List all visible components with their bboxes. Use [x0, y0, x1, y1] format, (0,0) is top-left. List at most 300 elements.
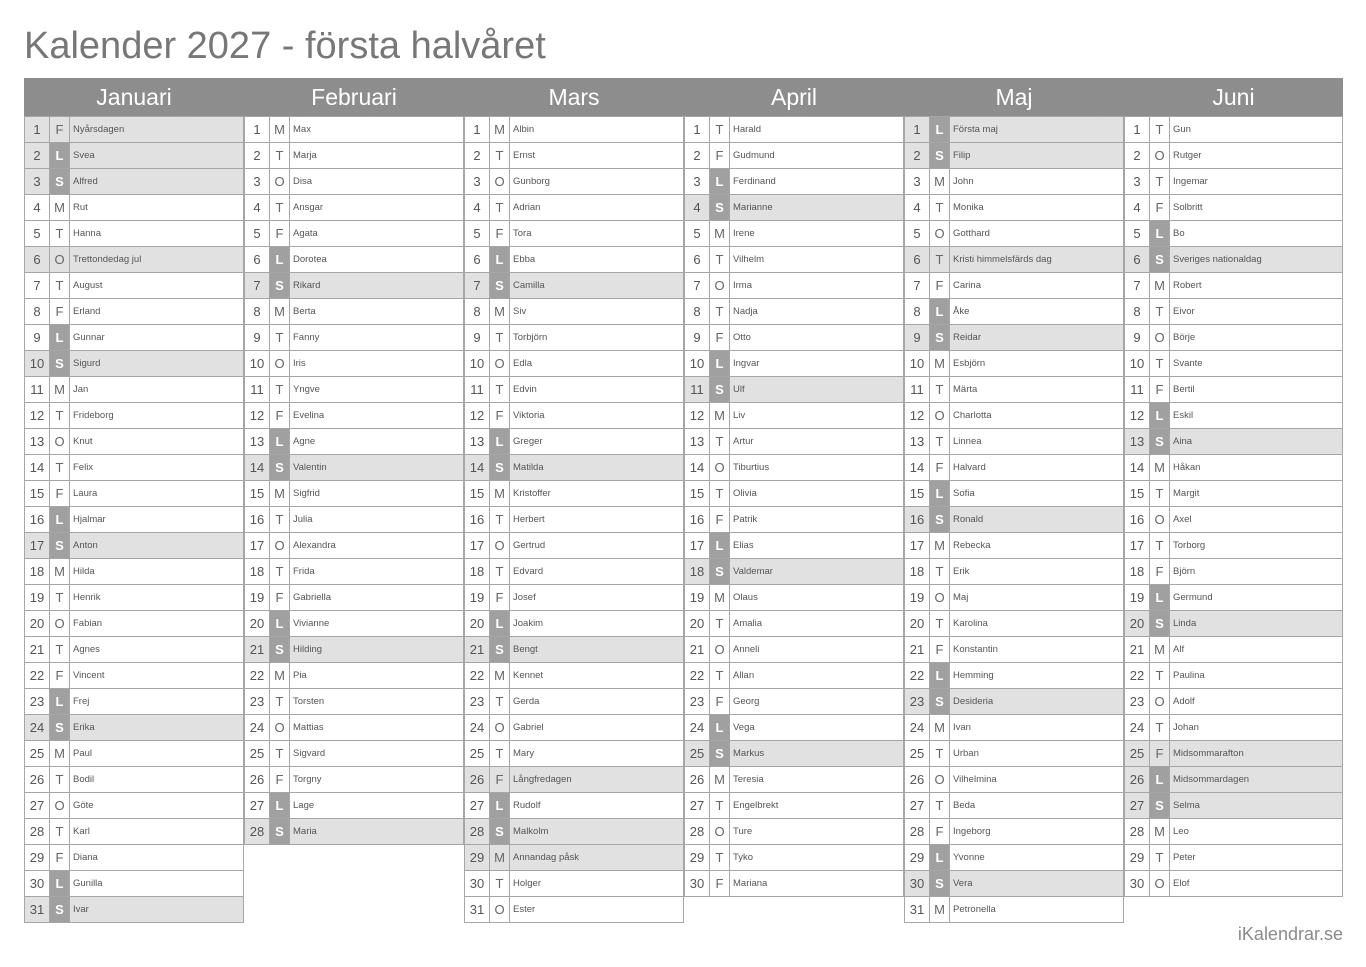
- day-number: 16: [905, 507, 930, 532]
- day-number: 26: [905, 767, 930, 792]
- day-row: [464, 221, 684, 247]
- name-day: Viktoria: [513, 410, 545, 421]
- name-day: Teresia: [733, 774, 764, 785]
- name-day: Märta: [953, 384, 978, 395]
- name-day: Gun: [1173, 124, 1191, 135]
- weekday-letter: T: [270, 689, 290, 714]
- name-day: Marja: [293, 150, 317, 161]
- page-title: Kalender 2027 - första halvåret: [24, 25, 546, 67]
- day-row: [904, 767, 1124, 793]
- weekday-letter: O: [1150, 871, 1170, 896]
- name-day: Midsommarafton: [1173, 748, 1244, 759]
- day-number: 27: [1125, 793, 1150, 818]
- day-row: [904, 351, 1124, 377]
- weekday-letter: L: [1150, 221, 1170, 246]
- weekday-letter: M: [270, 117, 290, 142]
- day-number: 17: [905, 533, 930, 558]
- day-number: 13: [1125, 429, 1150, 454]
- name-day: Ferdinand: [733, 176, 776, 187]
- day-row: [464, 793, 684, 819]
- day-row: [684, 793, 904, 819]
- day-row: [684, 845, 904, 871]
- weekday-letter: O: [710, 637, 730, 662]
- name-day: Frej: [73, 696, 90, 707]
- name-day: Otto: [733, 332, 751, 343]
- name-day: August: [73, 280, 103, 291]
- weekday-letter: M: [1150, 273, 1170, 298]
- day-row: [244, 481, 464, 507]
- weekday-letter: L: [50, 507, 70, 532]
- weekday-letter: F: [490, 221, 510, 246]
- day-row: [1124, 247, 1343, 273]
- day-number: 23: [25, 689, 50, 714]
- weekday-letter: L: [270, 429, 290, 454]
- weekday-letter: M: [1150, 455, 1170, 480]
- day-row: [244, 533, 464, 559]
- name-day: Georg: [733, 696, 760, 707]
- day-number: 21: [465, 637, 490, 662]
- name-day: Rikard: [293, 280, 321, 291]
- name-day: Rudolf: [513, 800, 541, 811]
- day-number: 25: [1125, 741, 1150, 766]
- site-footer-link[interactable]: iKalendrar.se: [1237, 924, 1343, 944]
- day-row: [1124, 819, 1343, 845]
- day-row: [244, 819, 464, 845]
- weekday-letter: F: [710, 871, 730, 896]
- day-row: [244, 715, 464, 741]
- day-row: [244, 143, 464, 169]
- name-day: Artur: [733, 436, 754, 447]
- name-day: Olaus: [733, 592, 758, 603]
- weekday-letter: S: [1150, 611, 1170, 636]
- day-number: 25: [25, 741, 50, 766]
- name-day: Kennet: [513, 670, 544, 681]
- day-number: 17: [465, 533, 490, 558]
- name-day: Anneli: [733, 644, 760, 655]
- day-number: 27: [25, 793, 50, 818]
- day-number: 6: [25, 247, 50, 272]
- day-row: [684, 871, 904, 897]
- name-day: Ester: [513, 904, 536, 915]
- day-row: [684, 481, 904, 507]
- day-row: [24, 767, 244, 793]
- name-day: Fabian: [73, 618, 103, 629]
- day-row: [464, 116, 684, 143]
- name-day: Esbjörn: [953, 358, 986, 369]
- weekday-letter: F: [710, 325, 730, 350]
- day-row: [1124, 533, 1343, 559]
- day-number: 6: [245, 247, 270, 272]
- day-number: 4: [465, 195, 490, 220]
- weekday-letter: T: [930, 247, 950, 272]
- weekday-letter: M: [1150, 819, 1170, 844]
- name-day: Alf: [1173, 644, 1185, 655]
- name-day: Siv: [513, 306, 527, 317]
- name-day: Markus: [733, 748, 765, 759]
- day-number: 29: [905, 845, 930, 870]
- weekday-letter: T: [490, 741, 510, 766]
- day-number: 2: [245, 143, 270, 168]
- day-row: [24, 611, 244, 637]
- weekday-letter: L: [1150, 767, 1170, 792]
- day-row: [1124, 507, 1343, 533]
- day-row: [24, 871, 244, 897]
- day-row: [244, 325, 464, 351]
- day-row: [1124, 715, 1343, 741]
- name-day: Torbjörn: [513, 332, 548, 343]
- weekday-letter: T: [710, 481, 730, 506]
- weekday-letter: O: [50, 611, 70, 636]
- name-day: Eskil: [1173, 410, 1194, 421]
- name-day: Tyko: [733, 852, 754, 863]
- month-column-februari: [244, 116, 464, 845]
- weekday-letter: S: [930, 143, 950, 168]
- weekday-letter: O: [930, 585, 950, 610]
- weekday-letter: F: [1150, 377, 1170, 402]
- day-row: [24, 273, 244, 299]
- day-number: 28: [245, 819, 270, 844]
- name-day: Nadja: [733, 306, 758, 317]
- month-name-april: April: [770, 84, 817, 110]
- name-day: Gunnar: [73, 332, 105, 343]
- name-day: Gabriella: [293, 592, 332, 603]
- day-row: [464, 845, 684, 871]
- name-day: Vilhelm: [733, 254, 764, 265]
- name-day: Sigurd: [73, 358, 101, 369]
- day-row: [24, 559, 244, 585]
- weekday-letter: M: [490, 299, 510, 324]
- weekday-letter: S: [1150, 247, 1170, 272]
- name-day: Mariana: [733, 878, 768, 889]
- day-number: 13: [25, 429, 50, 454]
- day-number: 2: [905, 143, 930, 168]
- weekday-letter: T: [270, 195, 290, 220]
- day-number: 16: [25, 507, 50, 532]
- weekday-letter: M: [270, 299, 290, 324]
- weekday-letter: T: [710, 793, 730, 818]
- name-day: Berta: [293, 306, 316, 317]
- name-day: Torsten: [293, 696, 325, 707]
- day-number: 19: [465, 585, 490, 610]
- name-day: Hilding: [293, 644, 323, 655]
- name-day: Agata: [293, 228, 318, 239]
- day-row: [1124, 221, 1343, 247]
- day-row: [684, 767, 904, 793]
- day-number: 19: [25, 585, 50, 610]
- day-row: [464, 377, 684, 403]
- weekday-letter: T: [50, 403, 70, 428]
- weekday-letter: M: [270, 481, 290, 506]
- day-number: 17: [685, 533, 710, 558]
- weekday-letter: T: [930, 377, 950, 402]
- name-day: Mattias: [293, 722, 324, 733]
- day-number: 8: [25, 299, 50, 324]
- weekday-letter: T: [490, 559, 510, 584]
- name-day: Vivianne: [293, 618, 330, 629]
- day-row: [904, 689, 1124, 715]
- day-number: 28: [905, 819, 930, 844]
- weekday-letter: L: [710, 533, 730, 558]
- weekday-letter: F: [490, 767, 510, 792]
- day-number: 7: [245, 273, 270, 298]
- weekday-letter: S: [710, 377, 730, 402]
- day-number: 17: [25, 533, 50, 558]
- weekday-letter: T: [1150, 169, 1170, 194]
- day-number: 21: [1125, 637, 1150, 662]
- day-number: 20: [905, 611, 930, 636]
- day-number: 5: [465, 221, 490, 246]
- day-row: [1124, 637, 1343, 663]
- weekday-letter: F: [930, 455, 950, 480]
- name-day: Ivar: [73, 904, 89, 915]
- day-number: 22: [905, 663, 930, 688]
- day-number: 14: [1125, 455, 1150, 480]
- day-number: 26: [245, 767, 270, 792]
- weekday-letter: L: [930, 845, 950, 870]
- name-day: Marianne: [733, 202, 773, 213]
- day-number: 15: [245, 481, 270, 506]
- day-row: [684, 741, 904, 767]
- weekday-letter: F: [490, 403, 510, 428]
- name-day: Alexandra: [293, 540, 336, 551]
- day-row: [684, 637, 904, 663]
- day-row: [464, 585, 684, 611]
- day-number: 13: [245, 429, 270, 454]
- day-row: [1124, 273, 1343, 299]
- day-number: 11: [465, 377, 490, 402]
- weekday-letter: T: [1150, 533, 1170, 558]
- day-number: 16: [245, 507, 270, 532]
- day-row: [24, 585, 244, 611]
- name-day: Kristi himmelsfärds dag: [953, 254, 1052, 265]
- day-row: [684, 689, 904, 715]
- name-day: Hjalmar: [73, 514, 106, 525]
- name-day: Amalia: [733, 618, 763, 629]
- weekday-letter: F: [270, 585, 290, 610]
- weekday-letter: T: [270, 559, 290, 584]
- name-day: Konstantin: [953, 644, 998, 655]
- day-row: [684, 403, 904, 429]
- weekday-letter: M: [930, 169, 950, 194]
- day-row: [684, 116, 904, 143]
- day-number: 30: [25, 871, 50, 896]
- day-number: 10: [245, 351, 270, 376]
- name-day: Ture: [733, 826, 753, 837]
- day-row: [1124, 663, 1343, 689]
- weekday-letter: T: [50, 767, 70, 792]
- month-header-bar: [24, 78, 1343, 116]
- day-row: [1124, 611, 1343, 637]
- day-number: 6: [1125, 247, 1150, 272]
- month-name-maj: Maj: [995, 84, 1033, 110]
- name-day: Edvard: [513, 566, 544, 577]
- name-day: Agne: [293, 436, 316, 447]
- day-number: 6: [465, 247, 490, 272]
- day-number: 9: [1125, 325, 1150, 350]
- day-row: [684, 611, 904, 637]
- day-row: [464, 351, 684, 377]
- day-row: [904, 663, 1124, 689]
- day-row: [1124, 195, 1343, 221]
- day-number: 24: [1125, 715, 1150, 740]
- name-day: Reidar: [953, 332, 981, 343]
- day-number: 26: [685, 767, 710, 792]
- name-day: Kristoffer: [513, 488, 551, 499]
- name-day: Ivan: [953, 722, 971, 733]
- weekday-letter: S: [270, 637, 290, 662]
- weekday-letter: S: [1150, 793, 1170, 818]
- name-day: Ebba: [513, 254, 536, 265]
- name-day: Knut: [73, 436, 93, 447]
- day-row: [1124, 481, 1343, 507]
- day-number: 10: [25, 351, 50, 376]
- day-number: 1: [25, 117, 50, 142]
- name-day: Vera: [953, 878, 973, 889]
- day-row: [904, 143, 1124, 169]
- day-row: [1124, 585, 1343, 611]
- day-row: [244, 221, 464, 247]
- day-row: [464, 663, 684, 689]
- day-number: 2: [25, 143, 50, 168]
- name-day: Bodil: [73, 774, 95, 785]
- day-number: 26: [465, 767, 490, 792]
- weekday-letter: T: [490, 871, 510, 896]
- day-number: 25: [465, 741, 490, 766]
- day-number: 5: [25, 221, 50, 246]
- day-number: 7: [465, 273, 490, 298]
- day-row: [244, 559, 464, 585]
- day-number: 1: [685, 117, 710, 142]
- day-number: 28: [1125, 819, 1150, 844]
- weekday-letter: T: [50, 221, 70, 246]
- day-number: 12: [1125, 403, 1150, 428]
- day-row: [24, 247, 244, 273]
- day-row: [24, 195, 244, 221]
- day-number: 14: [905, 455, 930, 480]
- weekday-letter: L: [270, 611, 290, 636]
- weekday-letter: O: [270, 715, 290, 740]
- name-day: Axel: [1173, 514, 1192, 525]
- name-day: Mary: [513, 748, 535, 759]
- weekday-letter: M: [490, 481, 510, 506]
- weekday-letter: T: [490, 325, 510, 350]
- day-row: [684, 325, 904, 351]
- weekday-letter: T: [270, 143, 290, 168]
- weekday-letter: S: [930, 871, 950, 896]
- weekday-letter: L: [50, 689, 70, 714]
- day-row: [904, 585, 1124, 611]
- day-number: 24: [465, 715, 490, 740]
- day-number: 2: [465, 143, 490, 168]
- day-row: [1124, 689, 1343, 715]
- weekday-letter: T: [490, 195, 510, 220]
- day-number: 9: [465, 325, 490, 350]
- day-row: [904, 299, 1124, 325]
- weekday-letter: O: [930, 767, 950, 792]
- day-number: 19: [685, 585, 710, 610]
- name-day: Iris: [293, 358, 306, 369]
- weekday-letter: T: [710, 117, 730, 142]
- day-number: 24: [25, 715, 50, 740]
- name-day: Rebecka: [953, 540, 991, 551]
- day-row: [904, 221, 1124, 247]
- day-row: [464, 897, 684, 923]
- day-row: [464, 403, 684, 429]
- day-row: [1124, 767, 1343, 793]
- name-day: Julia: [293, 514, 313, 525]
- weekday-letter: F: [1150, 559, 1170, 584]
- day-number: 13: [685, 429, 710, 454]
- weekday-letter: S: [50, 351, 70, 376]
- weekday-letter: F: [1150, 195, 1170, 220]
- month-name-mars: Mars: [548, 84, 600, 110]
- name-day: Bertil: [1173, 384, 1195, 395]
- day-row: [1124, 741, 1343, 767]
- day-number: 15: [25, 481, 50, 506]
- day-row: [24, 845, 244, 871]
- day-number: 23: [465, 689, 490, 714]
- weekday-letter: T: [50, 637, 70, 662]
- day-row: [464, 715, 684, 741]
- name-day: Göte: [73, 800, 94, 811]
- weekday-letter: T: [710, 611, 730, 636]
- weekday-letter: M: [710, 221, 730, 246]
- weekday-letter: L: [710, 715, 730, 740]
- month-column-mars: [464, 116, 684, 923]
- day-number: 13: [905, 429, 930, 454]
- day-number: 12: [905, 403, 930, 428]
- day-number: 30: [465, 871, 490, 896]
- weekday-letter: O: [1150, 507, 1170, 532]
- weekday-letter: T: [50, 455, 70, 480]
- name-day: Sveriges nationaldag: [1173, 254, 1262, 265]
- weekday-letter: M: [1150, 637, 1170, 662]
- day-row: [24, 429, 244, 455]
- day-number: 4: [905, 195, 930, 220]
- day-row: [1124, 845, 1343, 871]
- day-number: 18: [245, 559, 270, 584]
- weekday-letter: M: [490, 117, 510, 142]
- name-day: Erika: [73, 722, 95, 733]
- day-number: 11: [245, 377, 270, 402]
- weekday-letter: S: [270, 819, 290, 844]
- weekday-letter: T: [710, 299, 730, 324]
- day-row: [904, 429, 1124, 455]
- day-row: [464, 429, 684, 455]
- day-row: [24, 116, 244, 143]
- name-day: Joakim: [513, 618, 544, 629]
- day-row: [24, 897, 244, 923]
- name-day: Hemming: [953, 670, 994, 681]
- day-number: 30: [1125, 871, 1150, 896]
- day-number: 8: [1125, 299, 1150, 324]
- day-row: [1124, 871, 1343, 897]
- weekday-letter: O: [710, 819, 730, 844]
- day-row: [24, 689, 244, 715]
- name-day: Rut: [73, 202, 88, 213]
- weekday-letter: L: [490, 429, 510, 454]
- day-number: 5: [245, 221, 270, 246]
- day-row: [244, 637, 464, 663]
- day-number: 31: [905, 897, 930, 922]
- weekday-letter: T: [1150, 663, 1170, 688]
- name-day: Josef: [513, 592, 536, 603]
- weekday-letter: F: [490, 585, 510, 610]
- name-day: Felix: [73, 462, 94, 473]
- day-row: [24, 741, 244, 767]
- day-number: 25: [245, 741, 270, 766]
- day-row: [684, 143, 904, 169]
